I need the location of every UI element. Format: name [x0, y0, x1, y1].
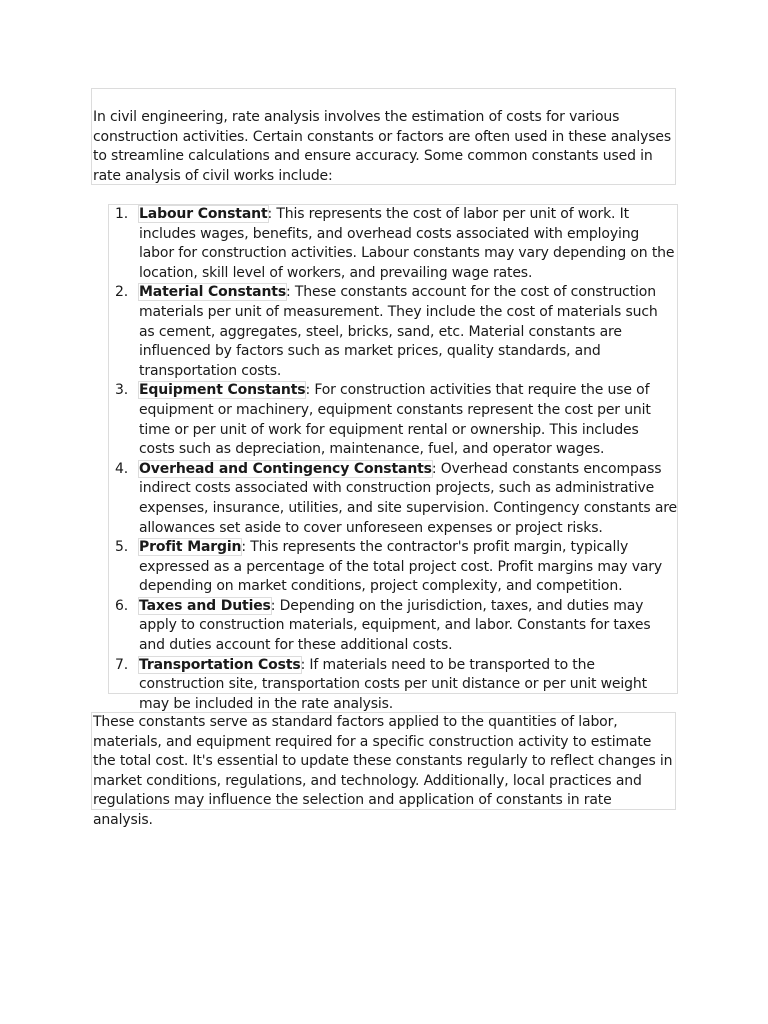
list-term: Transportation Costs — [139, 656, 301, 673]
list-description: : Overhead constants encompass indirect costs associated with construction projects, such as administrative expenses, insurance, utilities, and site supervision. Contingency constants are allowances set aside to cover unforeseen expenses or project risks. — [139, 460, 678, 536]
list-description: : This represents the contractor's profit margin, typically expressed as a percentage of the total project cost. Profit margins may vary depending on market conditions, project complexity, and competition. — [139, 539, 663, 595]
list-item-taxes-duties — [109, 597, 677, 656]
list-number: 6. — [115, 597, 129, 614]
list-item-profit-margin — [109, 538, 677, 597]
list-term: Labour Constant — [139, 206, 268, 222]
list-item-material-constants — [109, 283, 677, 381]
list-description: : For construction activities that require the use of equipment or machinery, equipment constants represent the cost per unit time or per unit of work for equipment rental or ownership. This includes costs such as depreciation, maintenance, fuel, and operator wages. — [139, 382, 651, 458]
list-number: 4. — [115, 460, 129, 477]
list-term: Taxes and Duties — [139, 597, 271, 614]
constants-list-box — [108, 204, 678, 712]
list-term: Equipment Constants — [139, 382, 306, 399]
list-term: Profit Margin — [139, 539, 242, 556]
list-description: : If materials need to be transported to the construction site, transportation costs per unit distance or per unit weight may be included in the rate analysis. — [139, 656, 647, 712]
closing-paragraph — [91, 712, 676, 828]
constants-list — [109, 205, 677, 714]
list-number: 2. — [115, 284, 129, 301]
list-description: : Depending on the jurisdiction, taxes, and duties may apply to construction materials, equipment, and labor. Constants for taxes and duties account for these additional costs. — [139, 597, 651, 654]
list-item-transportation-costs — [109, 656, 677, 715]
list-description: : These constants account for the cost of construction materials per unit of measurement. They include the cost of materials such as cement, aggregates, steel, bricks, sand, etc. Material constants are influenced by factors such as market prices, quality standards, and transportation costs. — [139, 284, 658, 379]
list-item-labour-constant — [109, 205, 677, 283]
list-number: 5. — [115, 539, 129, 556]
intro-text: In civil engineering, rate analysis involves the estimation of costs for various construction activities. Certain constants or factors are often used in these analyses to streamline calculations and ensure accuracy. Some common constants used in rate analysis of civil works include: — [93, 109, 672, 184]
list-number: 7. — [115, 656, 129, 673]
list-description: : This represents the cost of labor per unit of work. It includes wages, benefits, and overhead costs associated with employing labor for construction activities. Labour constants may vary depending on the location, skill level of workers, and prevailing wage rates. — [139, 206, 675, 281]
closing-text: These constants serve as standard factors applied to the quantities of labor, materials, and equipment required for a specific construction activity to estimate the total cost. It's essential to update these constants regularly to reflect changes in market conditions, regulations, and technology. Additionally, local practices and regulations may influence the selection and application of constants in rate analysis. — [93, 714, 673, 828]
list-item-overhead-contingency — [109, 460, 677, 538]
list-term: Material Constants — [139, 284, 287, 301]
list-number: 3. — [115, 382, 129, 399]
list-number: 1. — [115, 206, 129, 222]
intro-paragraph — [91, 88, 676, 185]
list-term: Overhead and Contingency Constants — [139, 460, 432, 477]
list-item-equipment-constants — [109, 381, 677, 459]
